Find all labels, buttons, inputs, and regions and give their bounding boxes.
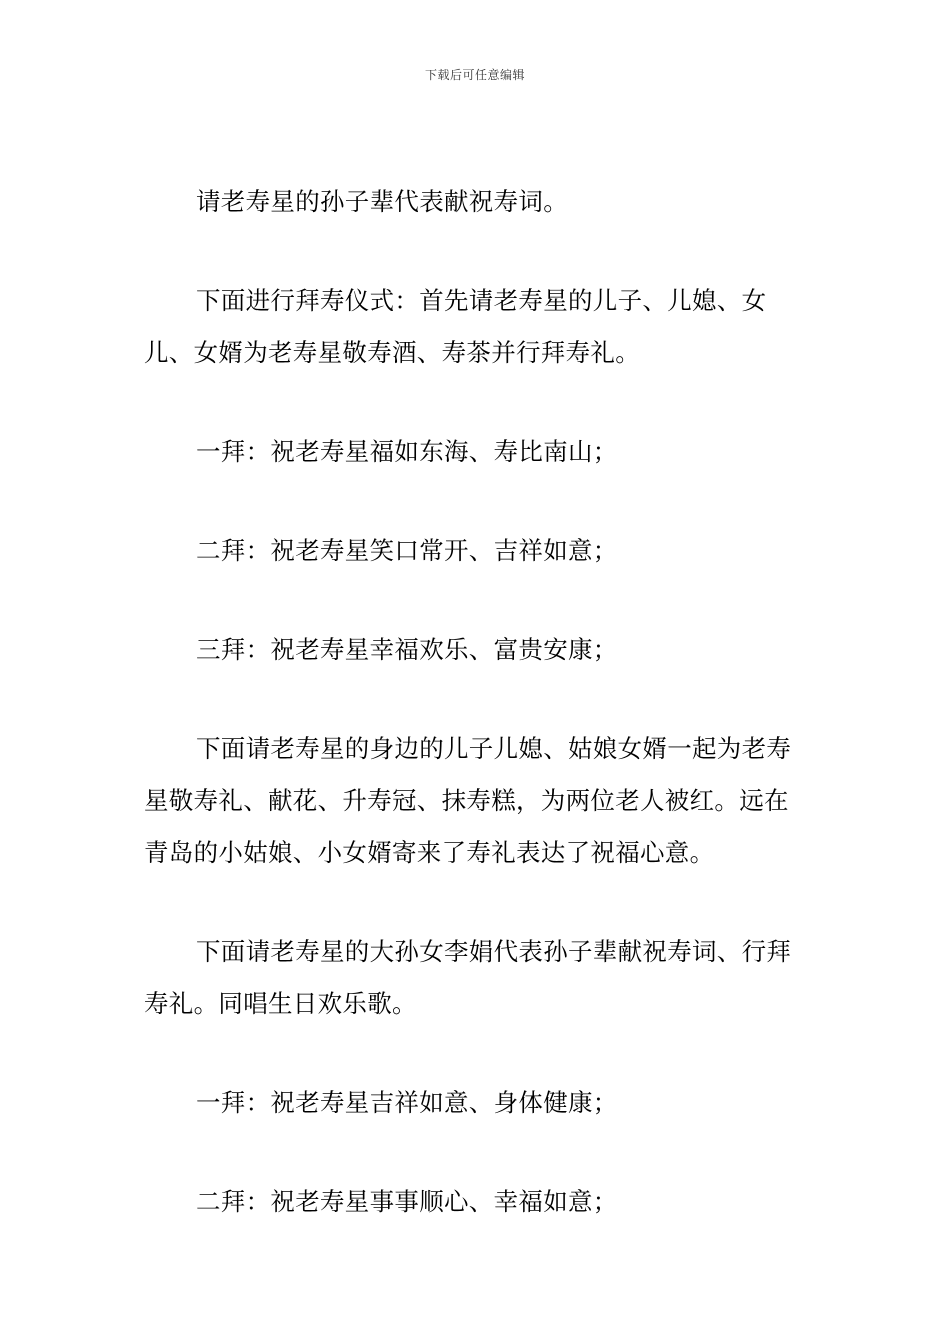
paragraph-gap	[144, 1030, 808, 1077]
paragraph-1: 请老寿星的孙子辈代表献祝寿词。	[196, 187, 568, 216]
page-header-note: 下载后可任意编辑	[424, 68, 525, 82]
paragraph-gap	[144, 577, 808, 624]
paragraph-gap	[144, 379, 808, 426]
paragraph-gap	[144, 879, 808, 926]
paragraph-9: 二拜：祝老寿星事事顺心、幸福如意；	[196, 1187, 618, 1216]
paragraph-gap	[144, 676, 808, 723]
paragraph-5: 三拜：祝老寿星幸福欢乐、富贵安康；	[196, 635, 618, 664]
paragraph-4: 二拜：祝老寿星笑口常开、吉祥如意；	[196, 536, 618, 565]
paragraph-gap	[144, 478, 808, 525]
paragraph-2: 下面进行拜寿仪式：首先请老寿星的儿子、儿媳、女儿、女婿为老寿星敬寿酒、寿茶并行拜寿礼。	[144, 286, 767, 367]
paragraph-6: 下面请老寿星的身边的儿子儿媳、姑娘女婿一起为老寿星敬寿礼、献花、升寿冠、抹寿糕，为两位老人被红。远在青岛的小姑娘、小女婿寄来了寿礼表达了祝福心意。	[144, 734, 792, 867]
document-body	[144, 176, 808, 1228]
paragraph-gap	[144, 228, 808, 275]
paragraph-gap	[144, 1129, 808, 1176]
paragraph-8: 一拜：祝老寿星吉祥如意、身体健康；	[196, 1088, 618, 1117]
paragraph-3: 一拜：祝老寿星福如东海、寿比南山；	[196, 437, 618, 466]
paragraph-7: 下面请老寿星的大孙女李娟代表孙子辈献祝寿词、行拜寿礼。同唱生日欢乐歌。	[144, 937, 792, 1018]
